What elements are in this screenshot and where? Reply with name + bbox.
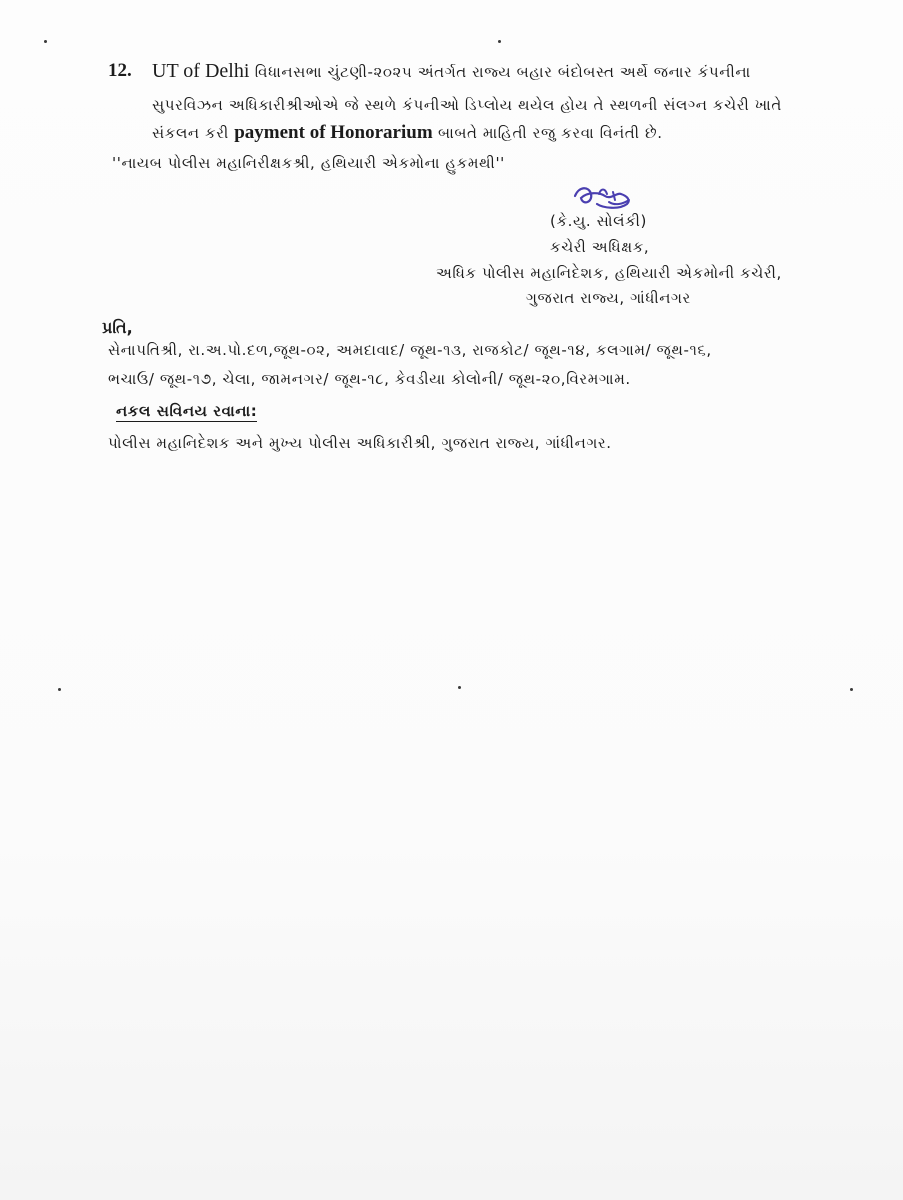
- signatory-office: અધિક પોલીસ મહાનિદેશક, હથિયારી એકમોની કચેરી,: [436, 264, 782, 282]
- signatory-designation: કચેરી અધિક્ષક,: [550, 238, 650, 256]
- paragraph-line-1: [152, 60, 751, 83]
- paragraph-english-term: UT of Delhi: [152, 60, 250, 82]
- paragraph-line-2: સુપરવિઝન અધિકારીશ્રીઓએ જે સ્થળે કંપનીઓ ડિપ્લોય થયેલ હોય તે સ્થળની સંલગ્ન કચેરી ખાતે: [152, 96, 782, 114]
- paragraph-line-3: [152, 122, 663, 144]
- paragraph-line-3-suffix: બાબતે માહિતી રજુ કરવા વિનંતી છે.: [438, 124, 663, 142]
- scan-speck: [498, 40, 501, 43]
- paragraph-number: 12.: [108, 60, 132, 81]
- paragraph-line-3-prefix: સંકલન કરી: [152, 124, 229, 142]
- copy-line-1: પોલીસ મહાનિદેશક અને મુખ્ય પોલીસ અધિકારીશ્રી, ગુજરાત રાજ્ય, ગાંધીનગર.: [108, 434, 612, 452]
- to-line-1: સેનાપતિશ્રી, રા.અ.પો.દળ,જૂથ-૦૨, અમદાવાદ/ જૂથ-૧૩, રાજકોટ/ જૂથ-૧૪, કલગામ/ જૂથ-૧૬,: [108, 341, 712, 359]
- to-line-2: ભચાઉ/ જૂથ-૧૭, ચેલા, જામનગર/ જૂથ-૧૮, કેવડીયા કોલોની/ જૂથ-૨૦,વિરમગામ.: [108, 370, 631, 388]
- paragraph-line-1-text: વિધાનસભા ચુંટણી-૨૦૨૫ અંતર્ગત રાજ્ય બહાર બંદોબસ્ત અર્થે જનાર કંપનીના: [254, 63, 751, 81]
- copy-heading: નકલ સવિનય રવાના:: [116, 402, 258, 420]
- scan-speck: [850, 688, 853, 691]
- scan-speck: [58, 688, 61, 691]
- signatory-name: (કે.યુ. સોલંકી): [550, 212, 648, 230]
- order-line: ''નાયબ પોલીસ મહાનિરીક્ષકશ્રી, હથિયારી એકમોના હુકમથી'': [112, 154, 505, 172]
- payment-honorarium-term: payment of Honorarium: [234, 122, 433, 143]
- signatory-place: ગુજરાત રાજ્ય, ગાંધીનગર: [526, 289, 691, 307]
- scan-speck: [458, 686, 461, 689]
- to-heading: પ્રતિ,: [102, 318, 133, 337]
- scan-speck: [44, 40, 47, 43]
- handwritten-signature: [569, 182, 639, 216]
